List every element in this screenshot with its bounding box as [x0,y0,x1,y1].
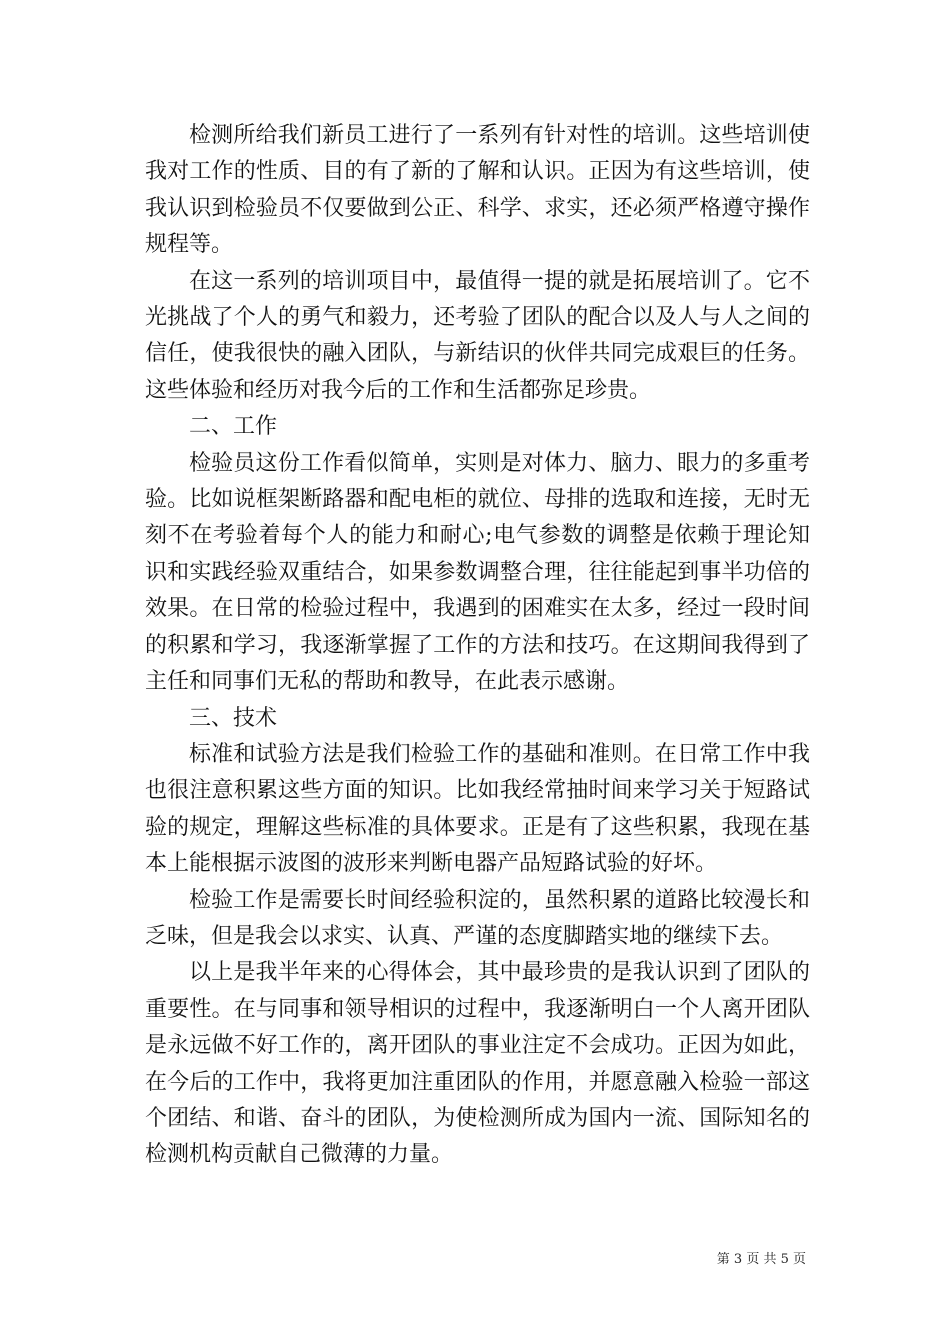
paragraph-training: 检测所给我们新员工进行了一系列有针对性的培训。这些培训使我对工作的性质、目的有了新的了解和认识。正因为有这些培训，使我认识到检验员不仅要做到公正、科学、求实，还必须严格遵守操作规程等。 [145,123,810,258]
paragraph-outward-training: 在这一系列的培训项目中，最值得一提的就是拓展培训了。它不光挑战了个人的勇气和毅力，还考验了团队的配合以及人与人之间的信任，使我很快的融入团队，与新结识的伙伴共同完成艰巨的任务。这些体验和经历对我今后的工作和生活都弥足珍贵。 [145,268,810,403]
section-heading-work: 二、工作 [189,414,278,440]
page-number-footer: 第 3 页 共 5 页 [716,1252,806,1267]
paragraph-standards: 标准和试验方法是我们检验工作的基础和准则。在日常工作中我也很注意积累这些方面的知识。比如我经常抽时间来学习关于短路试验的规定，理解这些标准的具体要求。正是有了这些积累，我现在基本上能根据示波图的波形来判断电器产品短路试验的好坏。 [145,741,810,877]
paragraph-work: 检验员这份工作看似简单，实则是对体力、脑力、眼力的多重考验。比如说框架断路器和配电柜的就位、母排的选取和连接，无时无刻不在考验着每个人的能力和耐心;电气参数的调整是依赖于理论知识和实践经验双重结合，如果参数调整合理，往往能起到事半功倍的效果。在日常的检验过程中，我遇到的困难实在太多，经过一段时间的积累和学习，我逐渐掌握了工作的方法和技巧。在这期间我得到了主任和同事们无私的帮助和教导，在此表示感谢。 [145,450,810,695]
section-heading-technology: 三、技术 [189,705,278,731]
paragraph-conclusion: 以上是我半年来的心得体会，其中最珍贵的是我认识到了团队的重要性。在与同事和领导相识的过程中，我逐渐明白一个人离开团队是永远做不好工作的，离开团队的事业注定不会成功。正因为如此，在今后的工作中，我将更加注重团队的作用，并愿意融入检验一部这个团结、和谐、奋斗的团队，为使检测所成为国内一流、国际知名的检测机构贡献自己微薄的力量。 [145,960,810,1168]
paragraph-experience: 检验工作是需要长时间经验积淀的，虽然积累的道路比较漫长和乏味，但是我会以求实、认真、严谨的态度脚踏实地的继续下去。 [145,887,810,949]
document-body [145,118,810,1174]
